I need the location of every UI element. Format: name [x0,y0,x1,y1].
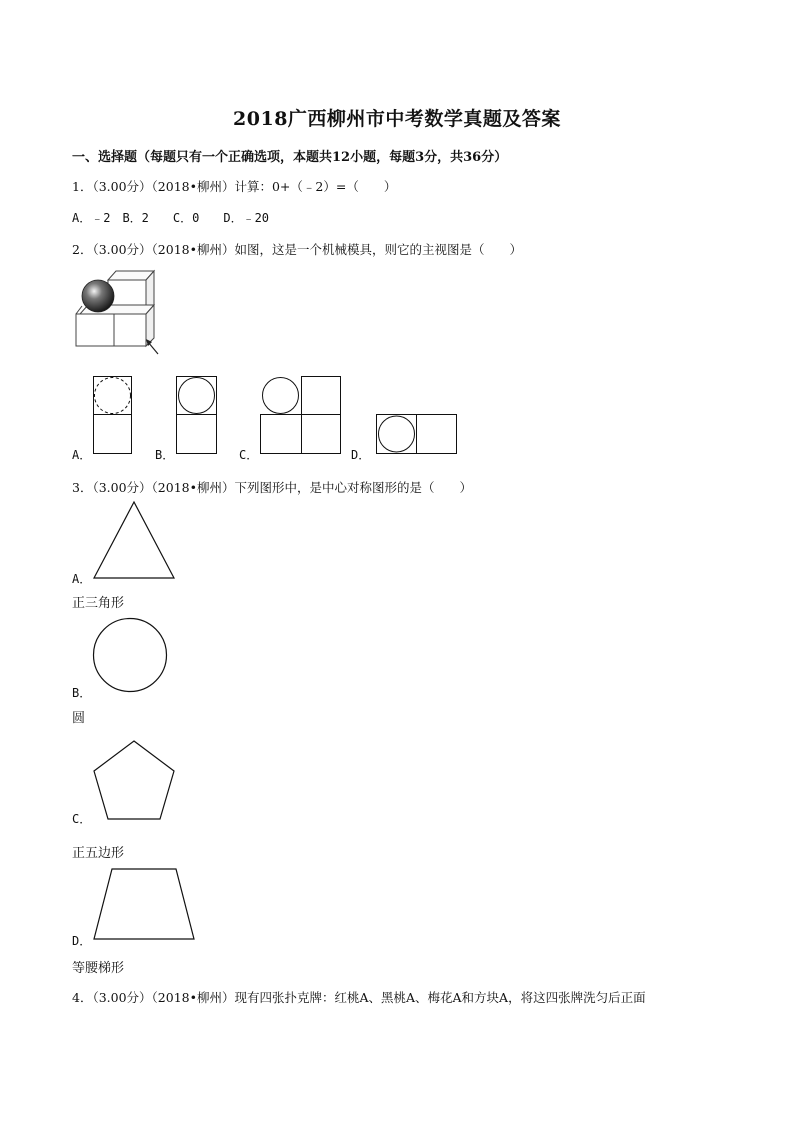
mold-figure [72,268,167,358]
q2-option-d-label: D． [351,448,371,462]
equilateral-triangle-figure [92,501,176,581]
question-1-options: A．﹣2 B．2 C．0 D．﹣20 [72,211,270,225]
isosceles-trapezoid-figure [92,868,196,942]
q2-option-b-label: B． [155,448,175,462]
q3-option-b-label: B． [72,686,92,700]
question-1-stem: 1．（3.00分）（2018•柳州）计算：0+（﹣2）=（ ） [72,179,397,194]
q3-option-c-label: C． [72,812,92,826]
q2-option-c-label: C． [239,448,259,462]
q2-option-a-label: A． [72,448,92,462]
circle-figure [92,618,168,694]
q2-option-c-figure [260,376,342,456]
question-2-stem: 2．（3.00分）（2018•柳州）如图，这是一个机械模具，则它的主视图是（ ） [72,242,522,257]
q3-option-c-caption: 正五边形 [72,846,125,861]
q3-option-d-label: D． [72,934,92,948]
q3-option-d-caption: 等腰梯形 [72,961,125,976]
q3-option-a-caption: 正三角形 [72,596,125,611]
q2-option-b-figure [176,376,218,456]
q3-option-a-label: A． [72,572,92,586]
question-4-stem: 4．（3.00分）（2018•柳州）现有四张扑克牌：红桃A、黑桃A、梅花A和方块A，将这四张牌洗匀后正面 [72,990,646,1005]
page-title: 2018广西柳州市中考数学真题及答案 [233,108,561,130]
regular-pentagon-figure [92,740,176,822]
q3-option-b-caption: 圆 [72,711,86,726]
question-3-stem: 3．（3.00分）（2018•柳州）下列图形中，是中心对称图形的是（ ） [72,480,472,495]
q2-option-d-figure [376,414,458,456]
section-heading: 一、选择题（每题只有一个正确选项，本题共12小题，每题3分，共36分） [72,150,508,165]
q2-option-a-figure [93,376,133,456]
